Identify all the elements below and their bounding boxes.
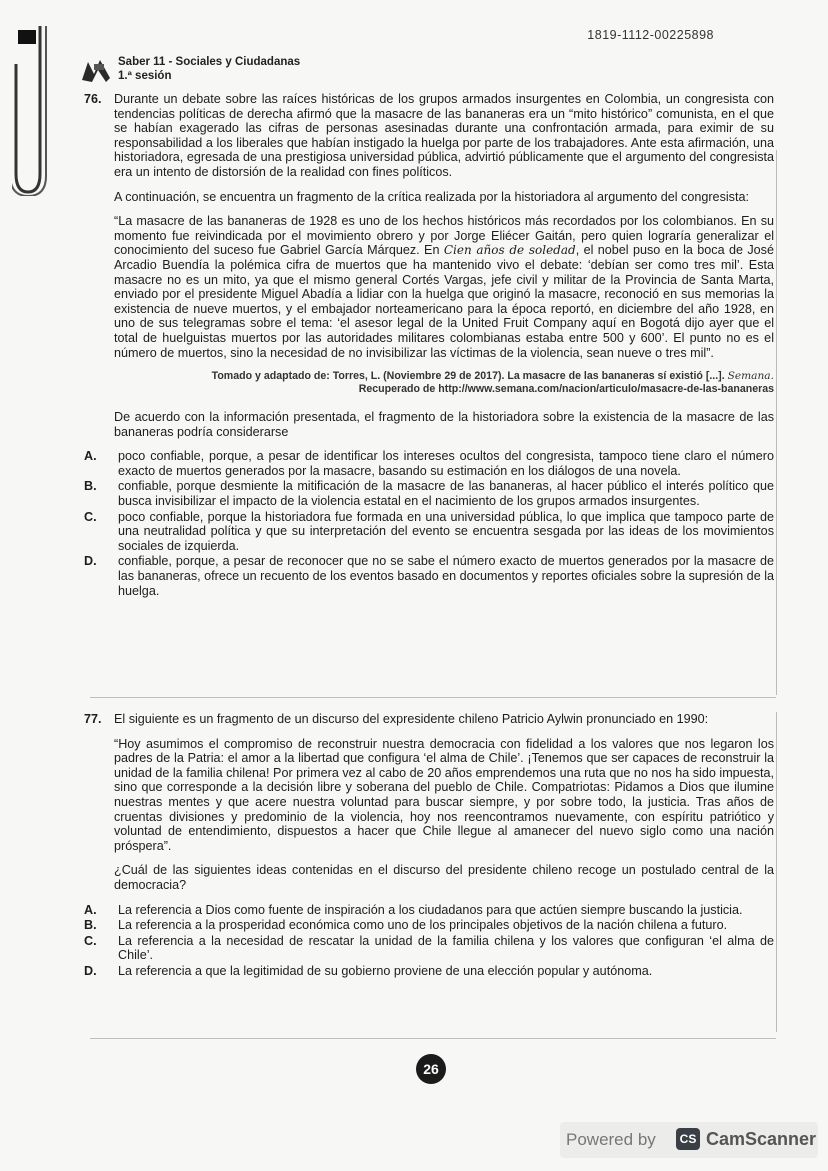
page-number: 26: [416, 1054, 446, 1084]
option-text: poco confiable, porque, a pesar de identificar los intereses ocultos del congresista, tampoco tiene claro el número exacto de muertos generados por la masacre, basando su estimación en los diálogos de una novela.: [118, 449, 774, 478]
quote-text-2: , el nobel puso en la boca de José Arcadio Buendía la polémica cifra de muertos que ha mantenido vivo el debate: ‘debían ser como tres mil’. Esta masacre no es un mito, ya que el mismo general Cortés Vargas, jefe civil y militar de la Provincia de Santa Marta, enviado por el presidente Miguel Abadía a lidiar con la huelga que originó la masacre, reconoció en sus memorias la existencia de nueve muertos, y el embajador norteamericano para la época reportó, en diciembre del año 1928, en uno de sus telegramas sobre el tema: ‘el asesor legal de la United Fruit Company aquí en Bogotá dijo ayer que el total de huelguistas muertos por las autoridades militares colombianas estaba entre 500 y 600’. El punto no es el número de muertos, sino la necesidad de no invisibilizar las víctimas de la violencia, sean nueve o tres mil”.: [114, 243, 774, 360]
question-76: [84, 92, 774, 598]
page-content-2: [84, 712, 774, 980]
answer-options: [84, 449, 774, 598]
option-letter: D.: [84, 554, 97, 569]
answer-option[interactable]: [84, 918, 774, 933]
saber-logo-icon: [80, 56, 112, 84]
book-title: Cien años de soledad: [443, 243, 576, 258]
option-text: La referencia a la necesidad de rescatar la unidad de la familia chilena y los valores que configuran ‘el alma de Chile’.: [118, 933, 774, 963]
option-letter: A.: [84, 902, 97, 917]
question-prompt: ¿Cuál de las siguientes ideas contenidas en el discurso del presidente chileno recoge un postulado central de la democracia?: [114, 863, 774, 892]
answer-options: [84, 903, 774, 979]
option-letter: C.: [84, 933, 97, 948]
option-text: poco confiable, porque la historiadora fue formada en una universidad pública, lo que implica que tampoco parte de una neutralidad política y que su interpretación del evento se encuentra sesgada por las ideas de los movimientos sociales de izquierda.: [118, 509, 774, 553]
answer-option[interactable]: [84, 903, 774, 918]
option-text: confiable, porque desmiente la mitificación de la masacre de las bananeras, al hacer público el interés político que busca invisibilizar el impacto de la violencia estatal en el nacimiento de los grupos armados insurgentes.: [118, 479, 774, 509]
option-letter: D.: [84, 963, 97, 978]
answer-option[interactable]: [84, 554, 774, 598]
exam-header: [80, 54, 380, 86]
option-letter: A.: [84, 449, 97, 464]
exam-title: Saber 11 - Sociales y Ciudadanas: [118, 56, 301, 68]
option-text: confiable, porque, a pesar de reconocer que no se sabe el número exacto de muertos generados por la masacre de las bananeras, ofrece un recuento de los eventos basado en documentos y reportes oficiales sobre la supresión de la huelga.: [118, 554, 774, 598]
option-letter: B.: [84, 918, 97, 933]
source-text: Tomado y adaptado de: Torres, L. (Noviembre 29 de 2017). La masacre de las bananeras sí existió [...].: [211, 370, 728, 383]
powered-by-text: Powered by: [566, 1130, 656, 1149]
binder-clip-icon: [12, 24, 58, 196]
option-letter: C.: [84, 509, 97, 524]
answer-option[interactable]: [84, 934, 774, 963]
document-code: 1819-1112-00225898: [587, 28, 714, 42]
answer-option[interactable]: [84, 964, 774, 979]
camscanner-logo-icon: CS: [676, 1128, 700, 1150]
question-number: 77.: [84, 712, 102, 726]
option-text: La referencia a que la legitimidad de su gobierno proviene de una elección popular y autónoma.: [118, 963, 653, 978]
historian-quote: [114, 214, 774, 360]
question-intro: Durante un debate sobre las raíces históricas de los grupos armados insurgentes en Colombia, un congresista con tendencias políticas de derecha afirmó que la masacre de las bananeras era un “mito histórico” comunista, en el que se habían exagerado las cifras de personas asesinadas durante una confrontación armada, para eximir de su responsabilidad a los liberales que habían instigado la huelga por parte de los trabajadores. Ante esta afirmación, una historiadora, egresada de una prestigiosa universidad pública, advirtió públicamente que el argumento del congresista era un intento de distorsión de la realidad con fines políticos.: [114, 92, 774, 179]
answer-option[interactable]: [84, 510, 774, 554]
question-lead: A continuación, se encuentra un fragmento de la crítica realizada por la historiadora al argumento del congresista:: [114, 189, 749, 204]
question-divider: [90, 697, 776, 698]
clip-tab: [18, 30, 36, 44]
source-magazine: Semana.: [727, 370, 774, 383]
question-prompt: De acuerdo con la información presentada, el fragmento de la historiadora sobre la existencia de la masacre de las bananeras podría considerarse: [114, 410, 774, 439]
camscanner-brand: CamScanner: [706, 1129, 817, 1149]
source-citation: [114, 370, 774, 396]
question-number: 76.: [84, 92, 102, 106]
page-content: [84, 92, 774, 599]
right-margin-line-2: [776, 712, 777, 1032]
speech-quote: “Hoy asumimos el compromiso de reconstruir nuestra democracia con fidelidad a los valores que nos legaron los padres de la Patria: el amor a la libertad que configura ‘el alma de Chile’. ¡Tenemos que ser capaces de reconstruir la unidad de la familia chilena! Por primera vez al cabo de 20 años emprendemos una ruta que no nos ha sido impuesta, sino que corresponde a la decisión libre y soberana del pueblo de Chile. Compatriotas: Pidamos a Dios que ilumine nuestras mentes y que acere nuestra voluntad para buscar siempre, y por sobre todo, la justicia. Tras años de cruentas divisiones y predominio de la violencia, hoy nos reencontramos nuevamente, con espíritu patriótico y voluntad de entendimiento, dispuestos a hacer que Chile llegue al amanecer del nuevo siglo como una nación próspera”.: [114, 736, 774, 853]
question-77: [84, 712, 774, 979]
answer-option[interactable]: [84, 449, 774, 478]
option-text: La referencia a la prosperidad económica como uno de los principales objetivos de la nación chilena a futuro.: [118, 918, 728, 933]
right-margin-line: [776, 150, 777, 695]
exam-session: 1.ª sesión: [118, 70, 172, 82]
answer-option[interactable]: [84, 479, 774, 508]
source-url: Recuperado de http://www.semana.com/nacion/articulo/masacre-de-las-bananeras: [358, 383, 774, 396]
option-letter: B.: [84, 479, 97, 494]
bottom-divider: [90, 1038, 776, 1039]
camscanner-watermark: [560, 1122, 818, 1158]
option-text: La referencia a Dios como fuente de inspiración a los ciudadanos para que actúen siempre buscando la justicia.: [118, 902, 743, 917]
question-intro: El siguiente es un fragmento de un discurso del expresidente chileno Patricio Aylwin pronunciado en 1990:: [114, 712, 709, 726]
quote-text-1: “La masacre de las bananeras de 1928 es uno de los hechos históricos más recordados por los colombianos. En su momento fue reivindicada por el movimiento obrero y por Jorge Eliécer Gaitán, pero quien lograría generalizar el conocimiento del suceso fue Gabriel García Márquez. En: [114, 214, 774, 258]
